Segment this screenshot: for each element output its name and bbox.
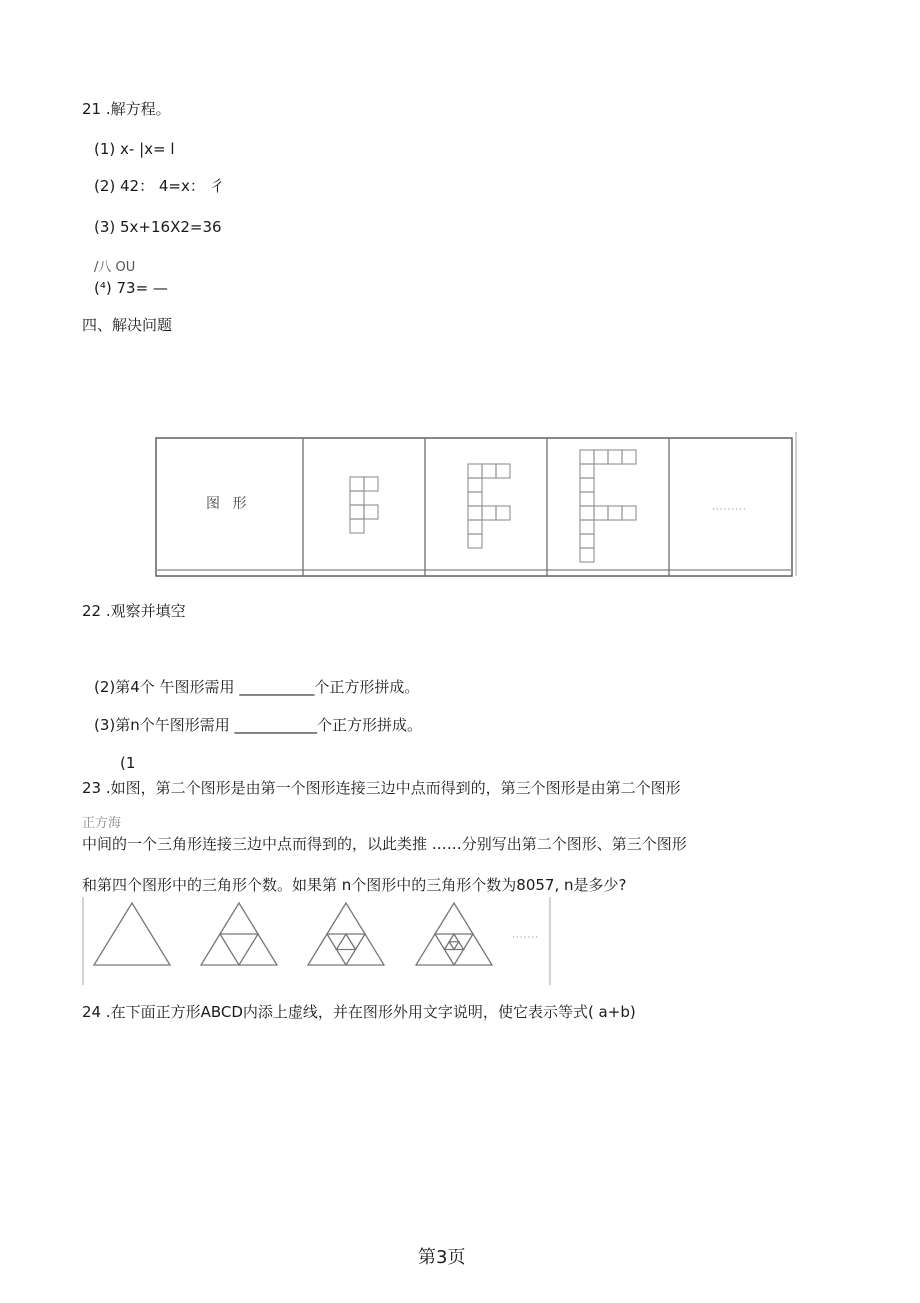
q23-margin-note: 正方海 (82, 816, 122, 831)
q22-title: 22 .观察并填空 (82, 602, 186, 620)
figure-table-ellipsis: ········· (712, 505, 747, 515)
triangle-sequence-ellipsis: ······· (512, 933, 540, 943)
q22-item-3: (3)第n个午图形需用 ___________个正方形拼成。 (94, 716, 423, 734)
f-pattern-3 (580, 450, 636, 562)
q22-item-2: (2)第4个 午图形需用 __________个正方形拼成。 (94, 678, 420, 696)
q24-text: 24 .在下面正方形ABCD内添上虚线，并在图形外用文字说明，使它表示等式( a+b) (82, 1003, 636, 1021)
q21-title: 21 .解方程。 (82, 100, 171, 118)
triangle-1 (94, 903, 170, 965)
q21-item-4: (⁴) 73= — (94, 279, 168, 297)
q23-line-1: 23 .如图，第二个图形是由第一个图形连接三边中点而得到的，第三个图形是由第二个图形 (82, 779, 681, 797)
q21-item-4-note: /八 OU (94, 260, 136, 275)
q21-item-2: (2) 42： 4=x： 彳 (94, 177, 225, 195)
q21-item-1: (1) x- |x= l (94, 140, 175, 158)
q22-item-1-stub: (1 (120, 754, 136, 772)
q23-line-2: 中间的一个三角形连接三边中点而得到的，以此类推 ……分别写出第二个图形、第三个图形 (82, 835, 687, 853)
figure-table-header: 图 形 (206, 496, 251, 512)
f-pattern-2 (468, 464, 510, 548)
page-number: 第3页 (418, 1247, 466, 1268)
section-4-title: 四、解决问题 (82, 316, 173, 334)
q21-item-3: (3) 5x+16X2=36 (94, 218, 222, 236)
triangle-sequence (82, 895, 552, 987)
f-pattern-1 (350, 477, 378, 533)
q23-line-3: 和第四个图形中的三角形个数。如果第 n个图形中的三角形个数为8057, n是多少? (82, 876, 627, 894)
